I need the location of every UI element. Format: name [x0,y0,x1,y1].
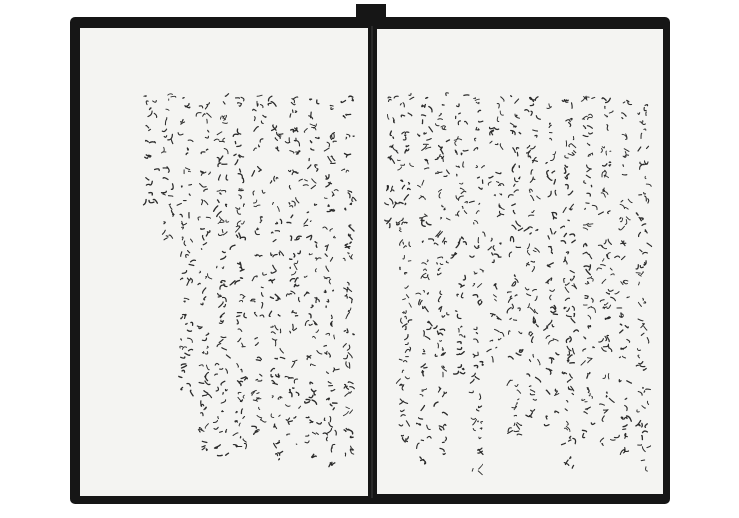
spine-binding [356,4,386,26]
left-page [80,28,368,496]
